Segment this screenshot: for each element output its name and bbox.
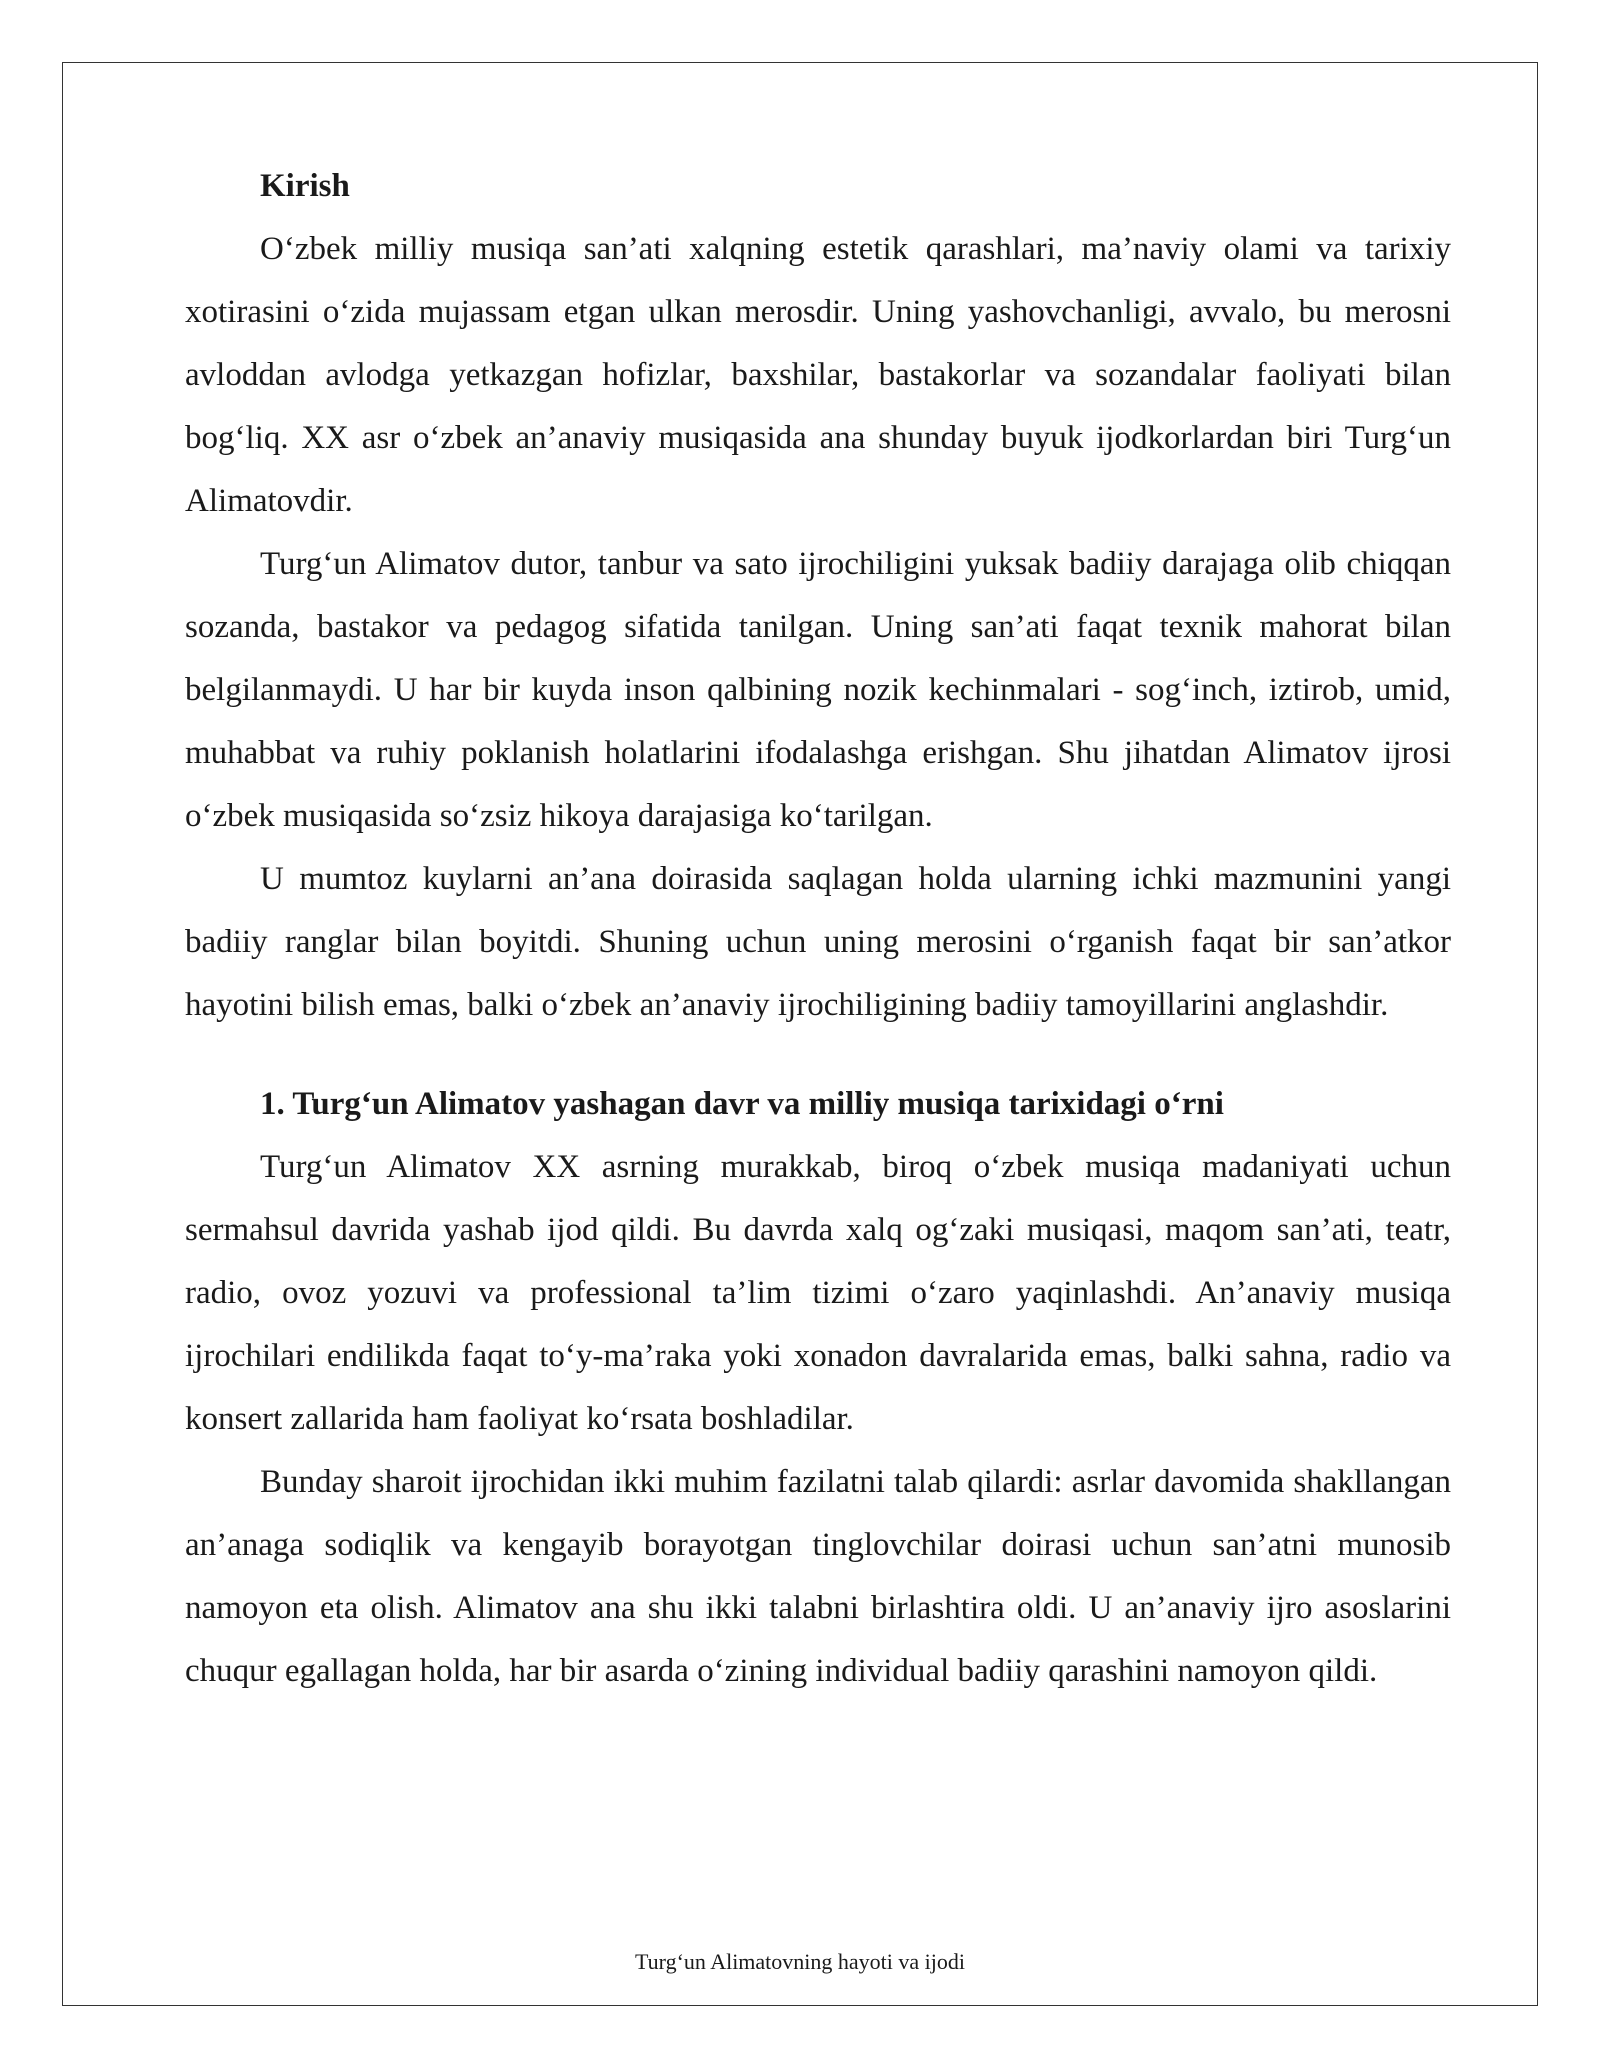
section-heading: 1. Turg‘un Alimatov yashagan davr va milliy musiqa tarixidagi o‘rni [260,1086,1224,1122]
intro-paragraph-3: U mumtoz kuylarni an’ana doirasida saqlagan holda ularning ichki mazmunini yangi badiiy ranglar bilan boyitdi. Shuning uchun uning merosini o‘rganish faqat bir san’atkor hayotini bilish emas, balki o‘zbek an’anaviy ijrochiligining badiiy tamoyillarini anglashdir. [185,861,1451,1023]
document-body [185,155,1451,1703]
page-footer: Turg‘un Alimatovning hayoti va ijodi [634,1949,965,1974]
section-paragraph-2: Bunday sharoit ijrochidan ikki muhim fazilatni talab qilardi: asrlar davomida shakllangan an’anaga sodiqlik va kengayib borayotgan tinglovchilar doirasi uchun san’atni munosib namoyon eta olish. Alimatov ana shu ikki talabni birlashtira oldi. U an’anaviy ijro asoslarini chuqur egallagan holda, har bir asarda o‘zining individual badiiy qarashini namoyon qildi. [185,1464,1451,1689]
section-paragraph-1: Turg‘un Alimatov XX asrning murakkab, biroq o‘zbek musiqa madaniyati uchun sermahsul davrida yashab ijod qildi. Bu davrda xalq og‘zaki musiqasi, maqom san’ati, teatr, radio, ovoz yozuvi va professional ta’lim tizimi o‘zaro yaqinlashdi. An’anaviy musiqa ijrochilari endilikda faqat to‘y-ma’raka yoki xonadon davralarida emas, balki sahna, radio va konsert zallarida ham faoliyat ko‘rsata boshladilar. [185,1149,1451,1437]
intro-paragraph-1: O‘zbek milliy musiqa san’ati xalqning estetik qarashlari, ma’naviy olami va tarixiy xotirasini o‘zida mujassam etgan ulkan merosdir. Uning yashovchanligi, avvalo, bu merosni avloddan avlodga yetkazgan hofizlar, baxshilar, bastakorlar va sozandalar faoliyati bilan bog‘liq. XX asr o‘zbek an’anaviy musiqasida ana shunday buyuk ijodkorlardan biri Turg‘un Alimatovdir. [185,231,1451,519]
intro-heading: Kirish [260,168,350,204]
intro-paragraph-2: Turg‘un Alimatov dutor, tanbur va sato ijrochiligini yuksak badiiy darajaga olib chiqqan sozanda, bastakor va pedagog sifatida tanilgan. Uning san’ati faqat texnik mahorat bilan belgilanmaydi. U har bir kuyda inson qalbining nozik kechinmalari - sog‘inch, iztirob, umid, muhabbat va ruhiy poklanish holatlarini ifodalashga erishgan. Shu jihatdan Alimatov ijrosi o‘zbek musiqasida so‘zsiz hikoya darajasiga ko‘tarilgan. [185,546,1451,834]
